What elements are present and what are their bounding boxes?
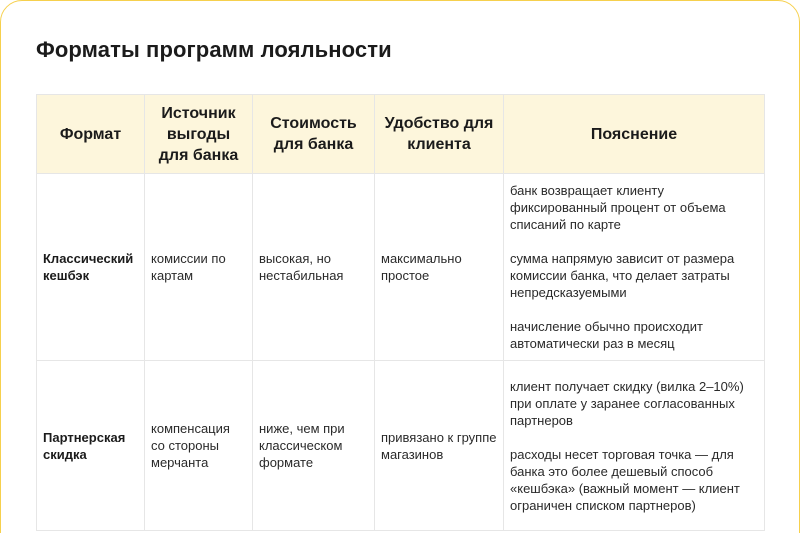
row-format: Партнерская скидка xyxy=(37,361,145,531)
header-cost: Стоимость для банка xyxy=(253,95,375,174)
explanation-paragraph: расходы несет торговая точка — для банка это более дешевый способ «кешбэка» (важный момент — клиент ограничен списком партнеров) xyxy=(510,446,740,513)
row-cost: ниже, чем при классическом формате xyxy=(253,361,375,531)
row-source: комиссии по картам xyxy=(145,174,253,361)
row-explanation xyxy=(504,174,765,361)
header-convenience: Удобство для клиента xyxy=(375,95,504,174)
row-convenience: привязано к группе магазинов xyxy=(375,361,504,531)
row-convenience: максимально простое xyxy=(375,174,504,361)
row-explanation xyxy=(504,361,765,531)
row-cost: высокая, но нестабильная xyxy=(253,174,375,361)
loyalty-formats-table xyxy=(36,94,765,531)
page-title: Форматы программ лояльности xyxy=(36,37,392,62)
table-header-row xyxy=(37,95,765,174)
explanation-paragraph: клиент получает скидку (вилка 2–10%) при оплате у заранее согласованных партнеров xyxy=(510,378,744,428)
explanation-paragraph: сумма напрямую зависит от размера комиссии банка, что делает затраты непредсказуемыми xyxy=(510,251,735,300)
header-format: Формат xyxy=(37,95,145,174)
table-row xyxy=(37,361,765,531)
header-explanation: Пояснение xyxy=(504,95,765,174)
row-source: компенсация со стороны мерчанта xyxy=(145,361,253,531)
explanation-paragraph: начисление обычно происходит автоматически раз в месяц xyxy=(510,319,703,351)
header-source: Источник выгоды для банка xyxy=(145,95,253,174)
row-format: Классический кешбэк xyxy=(37,174,145,361)
explanation-paragraph: банк возвращает клиенту фиксированный процент от объема списаний по карте xyxy=(510,183,726,232)
table-row xyxy=(37,174,765,361)
